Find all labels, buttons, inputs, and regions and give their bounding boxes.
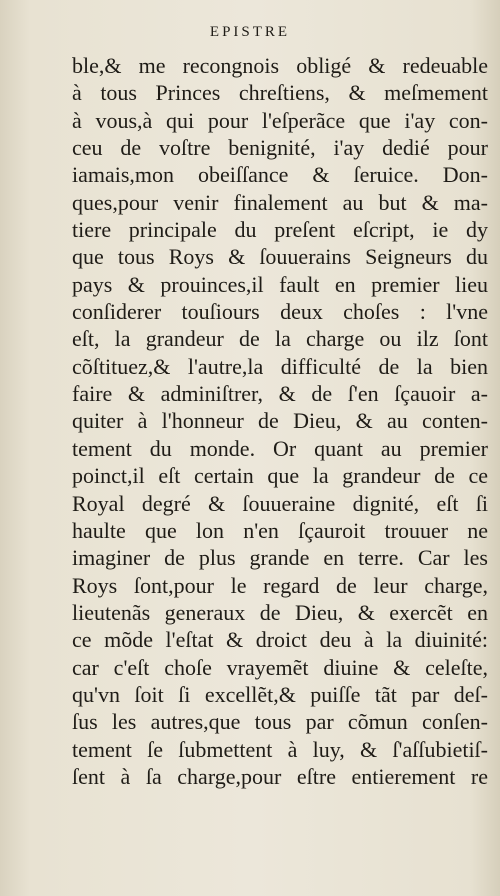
text-line: ſent à ſa charge,pour eſtre entierement re: [72, 763, 488, 789]
text-line: tiere principale du preſent eſcript, ie dy: [72, 217, 488, 243]
text-line: lieutenãs generaux de Dieu, & exercẽt en: [72, 599, 488, 625]
text-line: à tous Princes chreſtiens, & meſmement: [72, 80, 488, 106]
text-line: faire & adminiſtrer, & de ſ'en ſçauoir a-: [72, 381, 488, 407]
text-line: ques,pour venir finalement au but & ma-: [72, 189, 488, 215]
text-line: conſiderer touſiours deux choſes : l'vne: [72, 299, 488, 325]
text-line: pays & prouinces,il fault en premier lieu: [72, 271, 488, 297]
text-line: car c'eſt choſe vrayemẽt diuine & celeſte,: [72, 654, 488, 680]
text-line: imaginer de plus grande en terre. Car les: [72, 545, 488, 571]
text-line: cõſtituez,& l'autre,la difficulté de la bien: [72, 353, 488, 379]
text-line: quiter à l'honneur de Dieu, & au conten-: [72, 408, 488, 434]
text-line: poinct,il eſt certain que la grandeur de ce: [72, 463, 488, 489]
text-line: à vous,à qui pour l'eſperãce que i'ay con-: [72, 107, 488, 133]
text-line: iamais,mon obeiſſance & ſeruice. Don-: [72, 162, 488, 188]
text-line: que tous Roys & ſouuerains Seigneurs du: [72, 244, 488, 270]
text-line: qu'vn ſoit ſi excellẽt,& puiſſe tãt par deſ-: [72, 681, 488, 707]
text-line: tement du monde. Or quant au premier: [72, 435, 488, 461]
text-line: Roys ſont,pour le regard de leur charge,: [72, 572, 488, 598]
text-line: ce mõde l'eſtat & droict deu à la diuinité:: [72, 627, 488, 653]
running-head: EPISTRE: [209, 24, 291, 40]
text-line: eſt, la grandeur de la charge ou ilz ſont: [72, 326, 488, 352]
text-line: haulte que lon n'en ſçauroit trouuer ne: [72, 517, 488, 543]
text-line: ſus les autres,que tous par cõmun conſen-: [72, 709, 488, 735]
text-line: ceu de voſtre benignité, i'ay dedié pour: [72, 135, 488, 161]
text-line: tement ſe ſubmettent à luy, & ſ'aſſubietiſ-: [72, 736, 488, 762]
text-line: ble,& me recongnois obligé & redeuable: [72, 53, 488, 78]
text-line: Royal degré & ſouueraine dignité, eſt ſi: [72, 490, 488, 516]
text-block: [72, 52, 488, 790]
